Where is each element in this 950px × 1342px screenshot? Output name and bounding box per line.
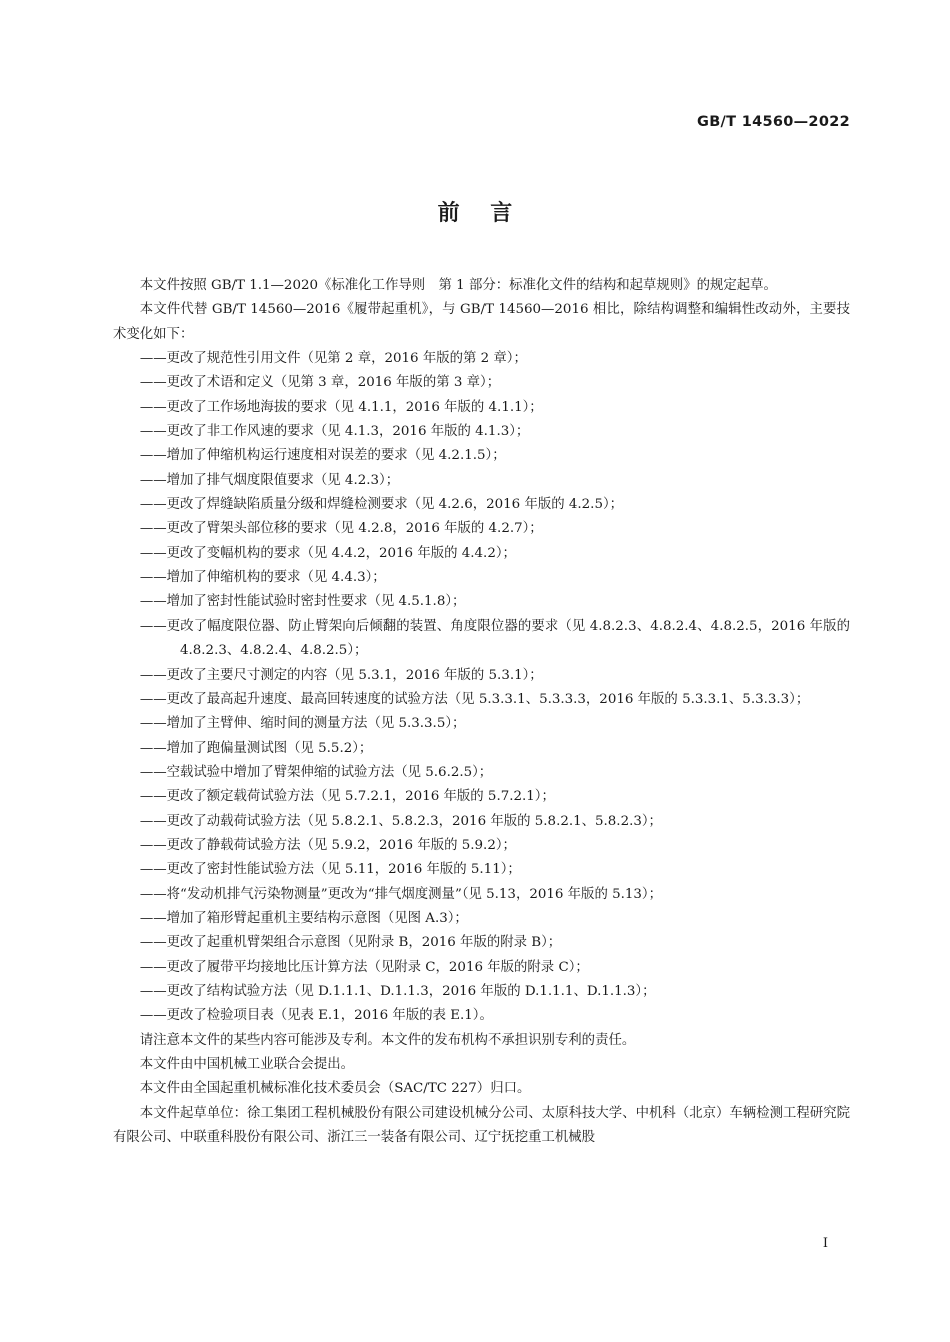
list-item: ——更改了额定载荷试验方法（见 5.7.2.1，2016 年版的 5.7.2.1）； — [139, 789, 555, 805]
list-item: ——更改了结构试验方法（见 D.1.1.1、D.1.1.3，2016 年版的 D.1.1.1、D.1.1.3）； — [139, 983, 656, 999]
patent-notice: 请注意本文件的某些内容可能涉及专利。本文件的发布机构不承担识别专利的责任。 — [139, 1032, 636, 1048]
preface-body — [113, 274, 850, 1150]
list-item: ——更改了密封性能试验方法（见 5.11，2016 年版的 5.11）； — [139, 862, 521, 878]
list-item: ——更改了臂架头部位移的要求（见 4.2.8，2016 年版的 4.2.7）； — [139, 521, 543, 537]
list-item: ——增加了密封性能试验时密封性要求（见 4.5.1.8）； — [139, 594, 466, 610]
list-item: ——更改了焊缝缺陷质量分级和焊缝检测要求（见 4.2.6，2016 年版的 4.2.5）； — [139, 497, 624, 513]
standard-code: GB/T 14560—2022 — [697, 114, 850, 130]
list-item: ——更改了最高起升速度、最高回转速度的试验方法（见 5.3.3.1、5.3.3.3，2016 年版的 5.3.3.1、5.3.3.3）； — [139, 691, 810, 707]
list-item: ——增加了伸缩机构的要求（见 4.4.3）； — [139, 570, 386, 586]
page-title: 前 言 — [437, 201, 513, 226]
list-item: ——更改了规范性引用文件（见第 2 章，2016 年版的第 2 章）； — [139, 351, 527, 367]
intro-paragraph-1: 本文件按照 GB/T 1.1—2020《标准化工作导则 第 1 部分：标准化文件的结构和起草规则》的规定起草。 — [139, 278, 777, 293]
intro-paragraph-2: 本文件代替 GB/T 14560—2016《履带起重机》，与 GB/T 14560—2016 相比，除结构调整和编辑性改动外，主要技术变化如下： — [113, 302, 850, 342]
list-item: ——更改了术语和定义（见第 3 章，2016 年版的第 3 章）； — [139, 375, 501, 391]
list-item: ——更改了主要尺寸测定的内容（见 5.3.1，2016 年版的 5.3.1）； — [139, 667, 543, 683]
page-number: Ⅰ — [822, 1236, 828, 1251]
drafting-units: 本文件起草单位：徐工集团工程机械股份有限公司建设机械分公司、太原科技大学、中机科（北京）车辆检测工程研究院有限公司、中联重科股份有限公司、浙江三一装备有限公司、辽宁抚挖重工机械股 — [113, 1105, 850, 1146]
list-item: ——将“发动机排气污染物测量”更改为“排气烟度测量”（见 5.13，2016 年版的 5.13）； — [139, 886, 662, 902]
list-item: ——更改了静载荷试验方法（见 5.9.2，2016 年版的 5.9.2）； — [139, 837, 516, 853]
list-item: ——更改了变幅机构的要求（见 4.4.2，2016 年版的 4.4.2）； — [139, 545, 516, 561]
list-item: ——更改了起重机臂架组合示意图（见附录 B，2016 年版的附录 B）； — [139, 935, 562, 951]
committee-statement: 本文件由全国起重机械标准化技术委员会（SAC/TC 227）归口。 — [139, 1081, 531, 1097]
list-item: ——增加了跑偏量测试图（见 5.5.2）； — [139, 740, 373, 756]
list-item: ——增加了伸缩机构运行速度相对误差的要求（见 4.2.1.5）； — [139, 448, 506, 464]
list-item: ——增加了排气烟度限值要求（见 4.2.3）； — [139, 472, 400, 488]
list-item: ——更改了动载荷试验方法（见 5.8.2.1、5.8.2.3，2016 年版的 5.8.2.1、5.8.2.3）； — [139, 813, 662, 829]
proposer-statement: 本文件由中国机械工业联合会提出。 — [139, 1057, 355, 1072]
list-item: ——空载试验中增加了臂架伸缩的试验方法（见 5.6.2.5）； — [139, 764, 493, 780]
list-item: ——更改了幅度限位器、防止臂架向后倾翻的装置、角度限位器的要求（见 4.8.2.3、4.8.2.4、4.8.2.5，2016 年版的 4.8.2.3、4.8.2.4、4.8.2.5）； — [139, 618, 850, 659]
list-item: ——更改了履带平均接地比压计算方法（见附录 C，2016 年版的附录 C）； — [139, 959, 589, 975]
list-item: ——更改了工作场地海拔的要求（见 4.1.1，2016 年版的 4.1.1）； — [139, 399, 543, 415]
list-item: ——更改了非工作风速的要求（见 4.1.3，2016 年版的 4.1.3）； — [139, 424, 530, 440]
list-item: ——更改了检验项目表（见表 E.1，2016 年版的表 E.1）。 — [139, 1008, 493, 1024]
list-item: ——增加了主臂伸、缩时间的测量方法（见 5.3.3.5）； — [139, 716, 466, 732]
change-list — [113, 347, 850, 1029]
list-item: ——增加了箱形臂起重机主要结构示意图（见图 A.3）； — [139, 910, 468, 926]
